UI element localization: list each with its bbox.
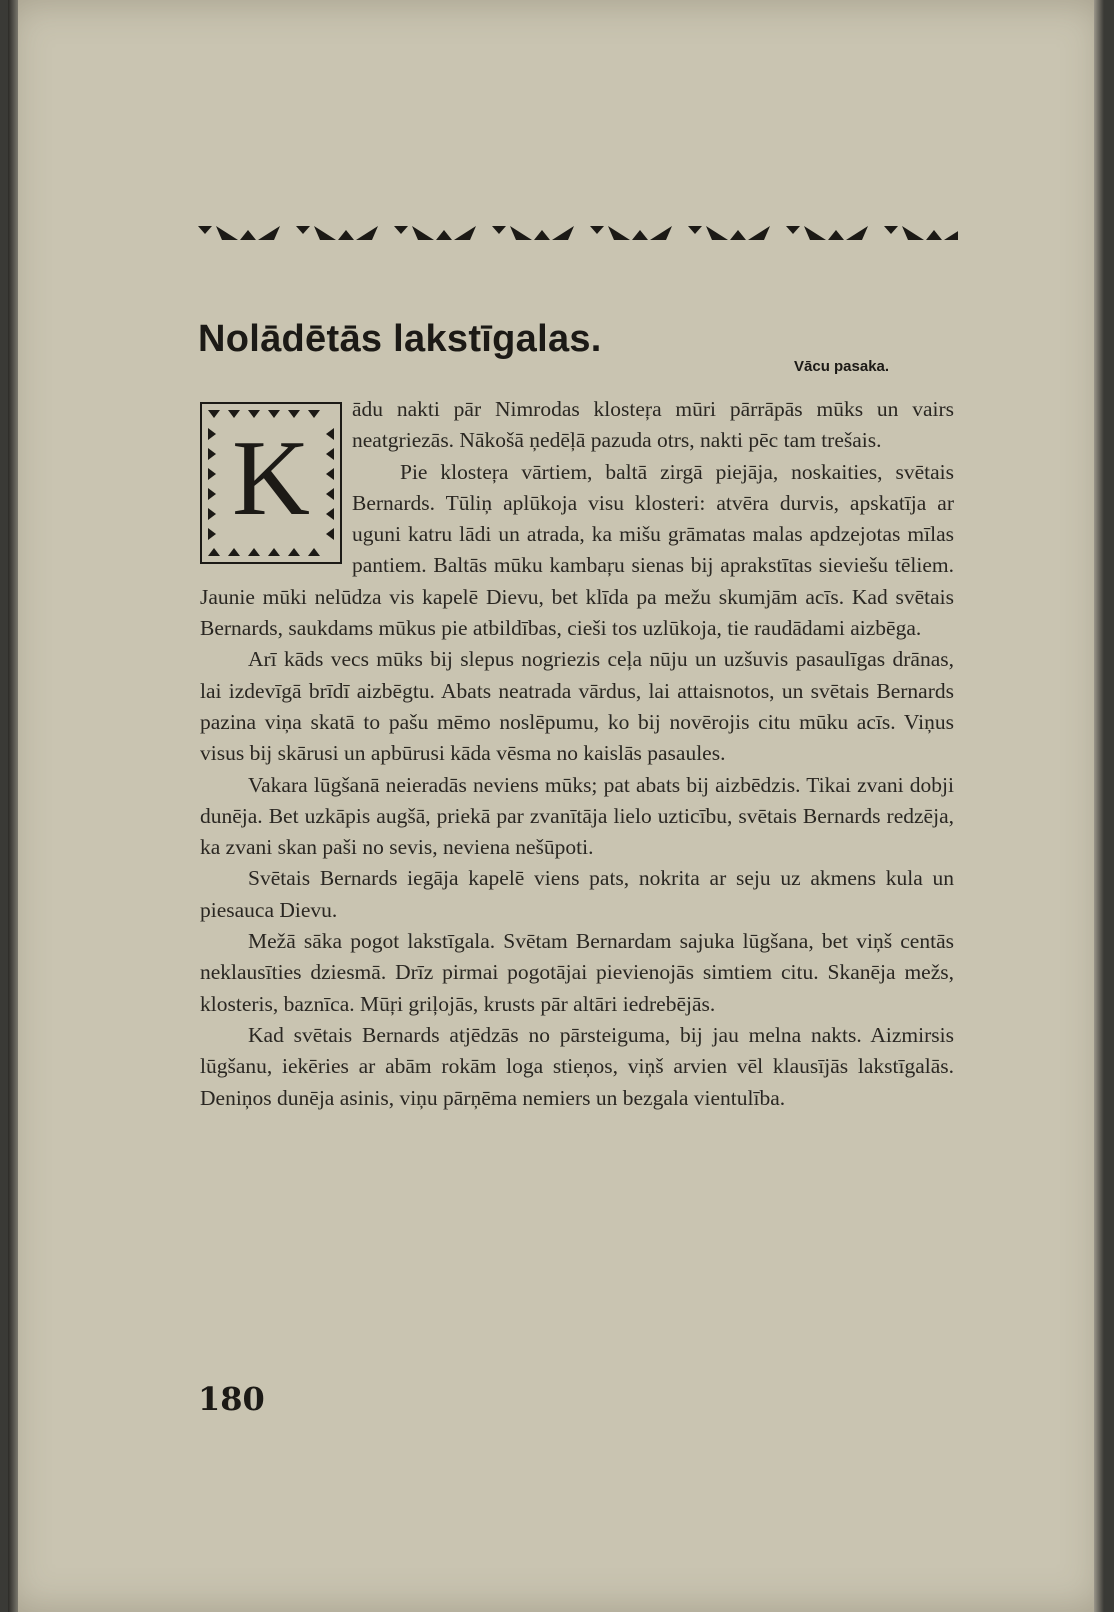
paragraph-3: Arī kāds vecs mūks bij slepus nogriezis ceļa nūju un uzšuvis pasaulīgas drānas, lai izdevīgā brīdī aizbēgtu. Abats neatrada vārdus, lai attaisnotos, un svētais Bernards pazina viņa skatā to pašu mēmo noslēpumu, ko bij novērojis citu mūku acīs. Viņus visus bij skārusi un apbūrusi kāda vēsma no kaislās pasaules. <box>200 647 954 766</box>
paragraph-1: ādu nakti pār Nimrodas klosteŗa mūri pārrāpās mūks un vairs neatgriezās. Nākošā ņedēļā pazuda otrs, nakti pēc tam trešais. <box>352 397 954 453</box>
paragraph-7: Kad svētais Bernards atjēdzās no pārsteiguma, bij jau melna nakts. Aizmirsis lūgšanu, iekēries ar abām rokām loga stieņos, viņš arvien vēl klausījās lakstīgalās. Deniņos dunēja asinis, viņu pārņēma nemiers un bezgala vientulība. <box>200 1022 954 1110</box>
page-left-edge <box>8 0 18 1612</box>
ornamental-border <box>198 222 958 244</box>
paragraph-2: Pie klosteŗa vārtiem, baltā zirgā piejāja, noskaities, svētais Bernards. Tūliņ aplūkoja visu klosteri: atvēra durvis, apskatīja ar uguni katru lādi un atrada, ka mišu grāmatas malas apdzejotas mīlas pantiem. Baltās mūku kambaŗu sienas bij aprakstītas sieviešu tēliem. Jaunie mūki nelūdza vis kapelē Dievu, bet klīda pa mežu skumjām acīs. Kad svētais Bernards, saukdams mūkus pie atbildības, cieši tos uzlūkoja, tie raudādami aizbēga. <box>200 459 954 641</box>
paragraph-6: Mežā sāka pogot lakstīgala. Svētam Bernardam sajuka lūgšana, bet viņš centās neklausīties dziesmā. Drīz pirmai pogotājai pievienojās simtiem citu. Skanēja mežs, klosteris, baznīca. Mūŗi griļojās, krusts pār altāri iedrebējās. <box>200 929 954 1016</box>
initial-letter: K <box>232 419 310 538</box>
paragraph-4: Vakara lūgšanā neieradās neviens mūks; pat abats bij aizbēdzis. Tikai zvani dobji dunēja. Bet uzkāpis augšā, priekā par zvanītāja lielo uzticību, svētais Bernards redzēja, ka zvani skan paši no sevis, neviena nešūpoti. <box>200 772 954 860</box>
page-right-edge <box>1094 0 1104 1612</box>
story-subtitle: Vācu pasaka. <box>794 358 890 375</box>
paragraph-5: Svētais Bernards iegāja kapelē viens pats, nokrita ar seju uz akmens kula un piesauca Dievu. <box>200 866 954 922</box>
page-number: 180 <box>198 1380 265 1418</box>
book-page <box>8 0 1104 1612</box>
story-body <box>200 394 954 1114</box>
story-title: Nolādētās lakstīgalas. <box>198 318 602 360</box>
